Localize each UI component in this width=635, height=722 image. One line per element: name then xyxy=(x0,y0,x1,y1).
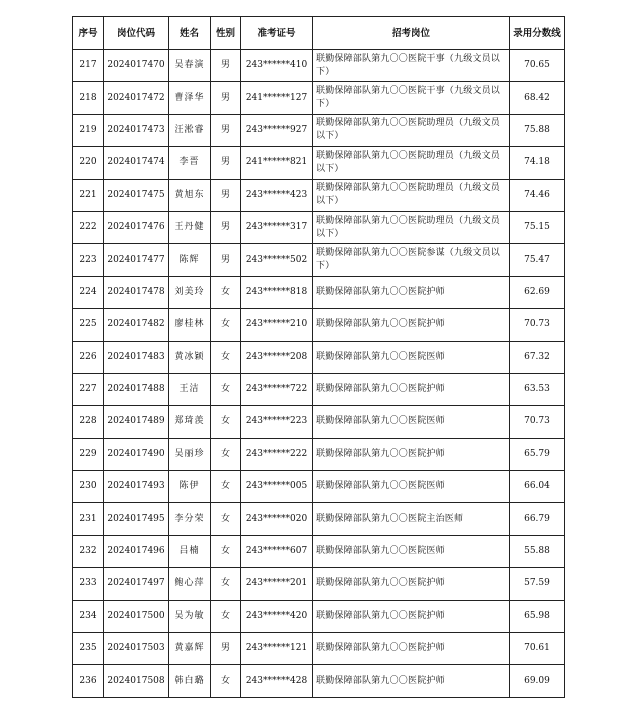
cell-score: 70.73 xyxy=(510,406,565,438)
cell-serial: 218 xyxy=(73,82,104,114)
cell-score: 65.79 xyxy=(510,438,565,470)
cell-position: 联勤保障部队第九〇〇医院医师 xyxy=(313,406,510,438)
cell-gender: 女 xyxy=(211,503,241,535)
cell-position-code: 2024017493 xyxy=(104,471,169,503)
cell-serial: 222 xyxy=(73,211,104,243)
cell-gender: 女 xyxy=(211,438,241,470)
cell-position-code: 2024017497 xyxy=(104,568,169,600)
cell-gender: 女 xyxy=(211,309,241,341)
cell-position-code: 2024017472 xyxy=(104,82,169,114)
header-position-code: 岗位代码 xyxy=(104,17,169,50)
table-row xyxy=(73,438,565,470)
cell-gender: 女 xyxy=(211,341,241,373)
cell-gender: 男 xyxy=(211,114,241,146)
cell-position: 联勤保障部队第九〇〇医院护师 xyxy=(313,309,510,341)
header-position: 招考岗位 xyxy=(313,17,510,50)
table-row xyxy=(73,147,565,179)
cell-gender: 男 xyxy=(211,50,241,82)
admission-score-table xyxy=(72,16,565,698)
cell-exam-number: 243******420 xyxy=(241,600,313,632)
cell-exam-number: 243******223 xyxy=(241,406,313,438)
table-row xyxy=(73,82,565,114)
cell-exam-number: 243******317 xyxy=(241,211,313,243)
cell-exam-number: 243******410 xyxy=(241,50,313,82)
cell-serial: 228 xyxy=(73,406,104,438)
cell-gender: 女 xyxy=(211,600,241,632)
cell-serial: 233 xyxy=(73,568,104,600)
cell-score: 70.73 xyxy=(510,309,565,341)
cell-serial: 229 xyxy=(73,438,104,470)
cell-position-code: 2024017508 xyxy=(104,665,169,697)
cell-position-code: 2024017470 xyxy=(104,50,169,82)
cell-score: 55.88 xyxy=(510,535,565,567)
table-row xyxy=(73,309,565,341)
cell-serial: 220 xyxy=(73,147,104,179)
cell-position: 联勤保障部队第九〇〇医院医师 xyxy=(313,341,510,373)
cell-exam-number: 243******818 xyxy=(241,276,313,308)
cell-position: 联勤保障部队第九〇〇医院护师 xyxy=(313,438,510,470)
cell-position-code: 2024017473 xyxy=(104,114,169,146)
table-row xyxy=(73,633,565,665)
cell-position: 联勤保障部队第九〇〇医院助理员（九级文员以下） xyxy=(313,211,510,243)
cell-name: 吕楠 xyxy=(169,535,211,567)
table-row xyxy=(73,276,565,308)
cell-gender: 男 xyxy=(211,147,241,179)
cell-serial: 224 xyxy=(73,276,104,308)
cell-score: 75.15 xyxy=(510,211,565,243)
header-name: 姓名 xyxy=(169,17,211,50)
cell-name: 王洁 xyxy=(169,373,211,405)
cell-name: 李分荣 xyxy=(169,503,211,535)
cell-gender: 女 xyxy=(211,568,241,600)
cell-position-code: 2024017495 xyxy=(104,503,169,535)
cell-name: 郑琦羡 xyxy=(169,406,211,438)
cell-serial: 236 xyxy=(73,665,104,697)
cell-name: 刘美玲 xyxy=(169,276,211,308)
cell-exam-number: 243******020 xyxy=(241,503,313,535)
cell-exam-number: 243******423 xyxy=(241,179,313,211)
cell-serial: 235 xyxy=(73,633,104,665)
cell-score: 75.47 xyxy=(510,244,565,276)
cell-name: 鲍心萍 xyxy=(169,568,211,600)
cell-gender: 男 xyxy=(211,633,241,665)
cell-name: 曹泽华 xyxy=(169,82,211,114)
cell-position: 联勤保障部队第九〇〇医院干事（九级文员以下） xyxy=(313,82,510,114)
table-row xyxy=(73,568,565,600)
table-row xyxy=(73,211,565,243)
cell-position: 联勤保障部队第九〇〇医院主治医师 xyxy=(313,503,510,535)
cell-gender: 男 xyxy=(211,211,241,243)
table-row xyxy=(73,535,565,567)
cell-exam-number: 243******222 xyxy=(241,438,313,470)
cell-gender: 男 xyxy=(211,179,241,211)
cell-score: 75.88 xyxy=(510,114,565,146)
cell-position: 联勤保障部队第九〇〇医院护师 xyxy=(313,633,510,665)
cell-name: 廖桂林 xyxy=(169,309,211,341)
cell-score: 67.32 xyxy=(510,341,565,373)
cell-score: 65.98 xyxy=(510,600,565,632)
cell-exam-number: 241******127 xyxy=(241,82,313,114)
table-row xyxy=(73,503,565,535)
cell-score: 70.65 xyxy=(510,50,565,82)
cell-name: 陈辉 xyxy=(169,244,211,276)
cell-score: 74.18 xyxy=(510,147,565,179)
cell-position: 联勤保障部队第九〇〇医院助理员（九级文员以下） xyxy=(313,147,510,179)
cell-position-code: 2024017489 xyxy=(104,406,169,438)
cell-position-code: 2024017496 xyxy=(104,535,169,567)
table-row xyxy=(73,665,565,697)
cell-name: 陈伊 xyxy=(169,471,211,503)
cell-serial: 234 xyxy=(73,600,104,632)
cell-serial: 226 xyxy=(73,341,104,373)
cell-name: 黄旭东 xyxy=(169,179,211,211)
cell-name: 汪淞睿 xyxy=(169,114,211,146)
cell-name: 王丹健 xyxy=(169,211,211,243)
table-row xyxy=(73,471,565,503)
cell-position-code: 2024017474 xyxy=(104,147,169,179)
cell-score: 63.53 xyxy=(510,373,565,405)
cell-exam-number: 243******210 xyxy=(241,309,313,341)
cell-position-code: 2024017482 xyxy=(104,309,169,341)
cell-exam-number: 243******428 xyxy=(241,665,313,697)
cell-position: 联勤保障部队第九〇〇医院医师 xyxy=(313,535,510,567)
cell-position-code: 2024017478 xyxy=(104,276,169,308)
cell-exam-number: 243******502 xyxy=(241,244,313,276)
cell-position: 联勤保障部队第九〇〇医院助理员（九级文员以下） xyxy=(313,114,510,146)
cell-score: 66.79 xyxy=(510,503,565,535)
cell-position: 联勤保障部队第九〇〇医院护师 xyxy=(313,665,510,697)
cell-name: 黄冰颖 xyxy=(169,341,211,373)
cell-gender: 男 xyxy=(211,82,241,114)
header-exam-number: 准考证号 xyxy=(241,17,313,50)
cell-exam-number: 243******208 xyxy=(241,341,313,373)
cell-position-code: 2024017490 xyxy=(104,438,169,470)
cell-exam-number: 241******821 xyxy=(241,147,313,179)
cell-position-code: 2024017488 xyxy=(104,373,169,405)
cell-score: 70.61 xyxy=(510,633,565,665)
cell-serial: 227 xyxy=(73,373,104,405)
cell-position: 联勤保障部队第九〇〇医院参谋（九级文员以下） xyxy=(313,244,510,276)
cell-exam-number: 243******722 xyxy=(241,373,313,405)
cell-position-code: 2024017477 xyxy=(104,244,169,276)
cell-name: 吴为敏 xyxy=(169,600,211,632)
cell-position-code: 2024017475 xyxy=(104,179,169,211)
cell-exam-number: 243******607 xyxy=(241,535,313,567)
cell-name: 吴丽珍 xyxy=(169,438,211,470)
cell-position: 联勤保障部队第九〇〇医院护师 xyxy=(313,276,510,308)
table-row xyxy=(73,179,565,211)
cell-gender: 女 xyxy=(211,471,241,503)
cell-serial: 230 xyxy=(73,471,104,503)
cell-name: 李晋 xyxy=(169,147,211,179)
table-row xyxy=(73,600,565,632)
cell-score: 57.59 xyxy=(510,568,565,600)
table-header-row xyxy=(73,17,565,50)
cell-score: 68.42 xyxy=(510,82,565,114)
header-serial: 序号 xyxy=(73,17,104,50)
table-row xyxy=(73,406,565,438)
cell-score: 69.09 xyxy=(510,665,565,697)
cell-name: 韩白璐 xyxy=(169,665,211,697)
cell-exam-number: 243******927 xyxy=(241,114,313,146)
table-row xyxy=(73,341,565,373)
cell-position-code: 2024017483 xyxy=(104,341,169,373)
cell-gender: 男 xyxy=(211,244,241,276)
header-score: 录用分数线 xyxy=(510,17,565,50)
cell-position-code: 2024017500 xyxy=(104,600,169,632)
cell-serial: 217 xyxy=(73,50,104,82)
table-row xyxy=(73,114,565,146)
cell-exam-number: 243******201 xyxy=(241,568,313,600)
cell-gender: 女 xyxy=(211,535,241,567)
cell-serial: 219 xyxy=(73,114,104,146)
table-row xyxy=(73,373,565,405)
cell-serial: 232 xyxy=(73,535,104,567)
cell-serial: 225 xyxy=(73,309,104,341)
cell-exam-number: 243******121 xyxy=(241,633,313,665)
cell-serial: 231 xyxy=(73,503,104,535)
cell-name: 黄嘉辉 xyxy=(169,633,211,665)
cell-score: 74.46 xyxy=(510,179,565,211)
table-row xyxy=(73,244,565,276)
cell-position: 联勤保障部队第九〇〇医院医师 xyxy=(313,471,510,503)
cell-serial: 221 xyxy=(73,179,104,211)
cell-gender: 女 xyxy=(211,373,241,405)
cell-gender: 女 xyxy=(211,276,241,308)
cell-gender: 女 xyxy=(211,406,241,438)
cell-position: 联勤保障部队第九〇〇医院干事（九级文员以下） xyxy=(313,50,510,82)
cell-score: 66.04 xyxy=(510,471,565,503)
cell-exam-number: 243******005 xyxy=(241,471,313,503)
cell-position: 联勤保障部队第九〇〇医院护师 xyxy=(313,568,510,600)
cell-score: 62.69 xyxy=(510,276,565,308)
cell-name: 吴春演 xyxy=(169,50,211,82)
cell-position-code: 2024017503 xyxy=(104,633,169,665)
cell-position: 联勤保障部队第九〇〇医院助理员（九级文员以下） xyxy=(313,179,510,211)
cell-position: 联勤保障部队第九〇〇医院护师 xyxy=(313,600,510,632)
header-gender: 性别 xyxy=(211,17,241,50)
cell-position: 联勤保障部队第九〇〇医院护师 xyxy=(313,373,510,405)
table-row xyxy=(73,50,565,82)
cell-position-code: 2024017476 xyxy=(104,211,169,243)
cell-gender: 女 xyxy=(211,665,241,697)
cell-serial: 223 xyxy=(73,244,104,276)
